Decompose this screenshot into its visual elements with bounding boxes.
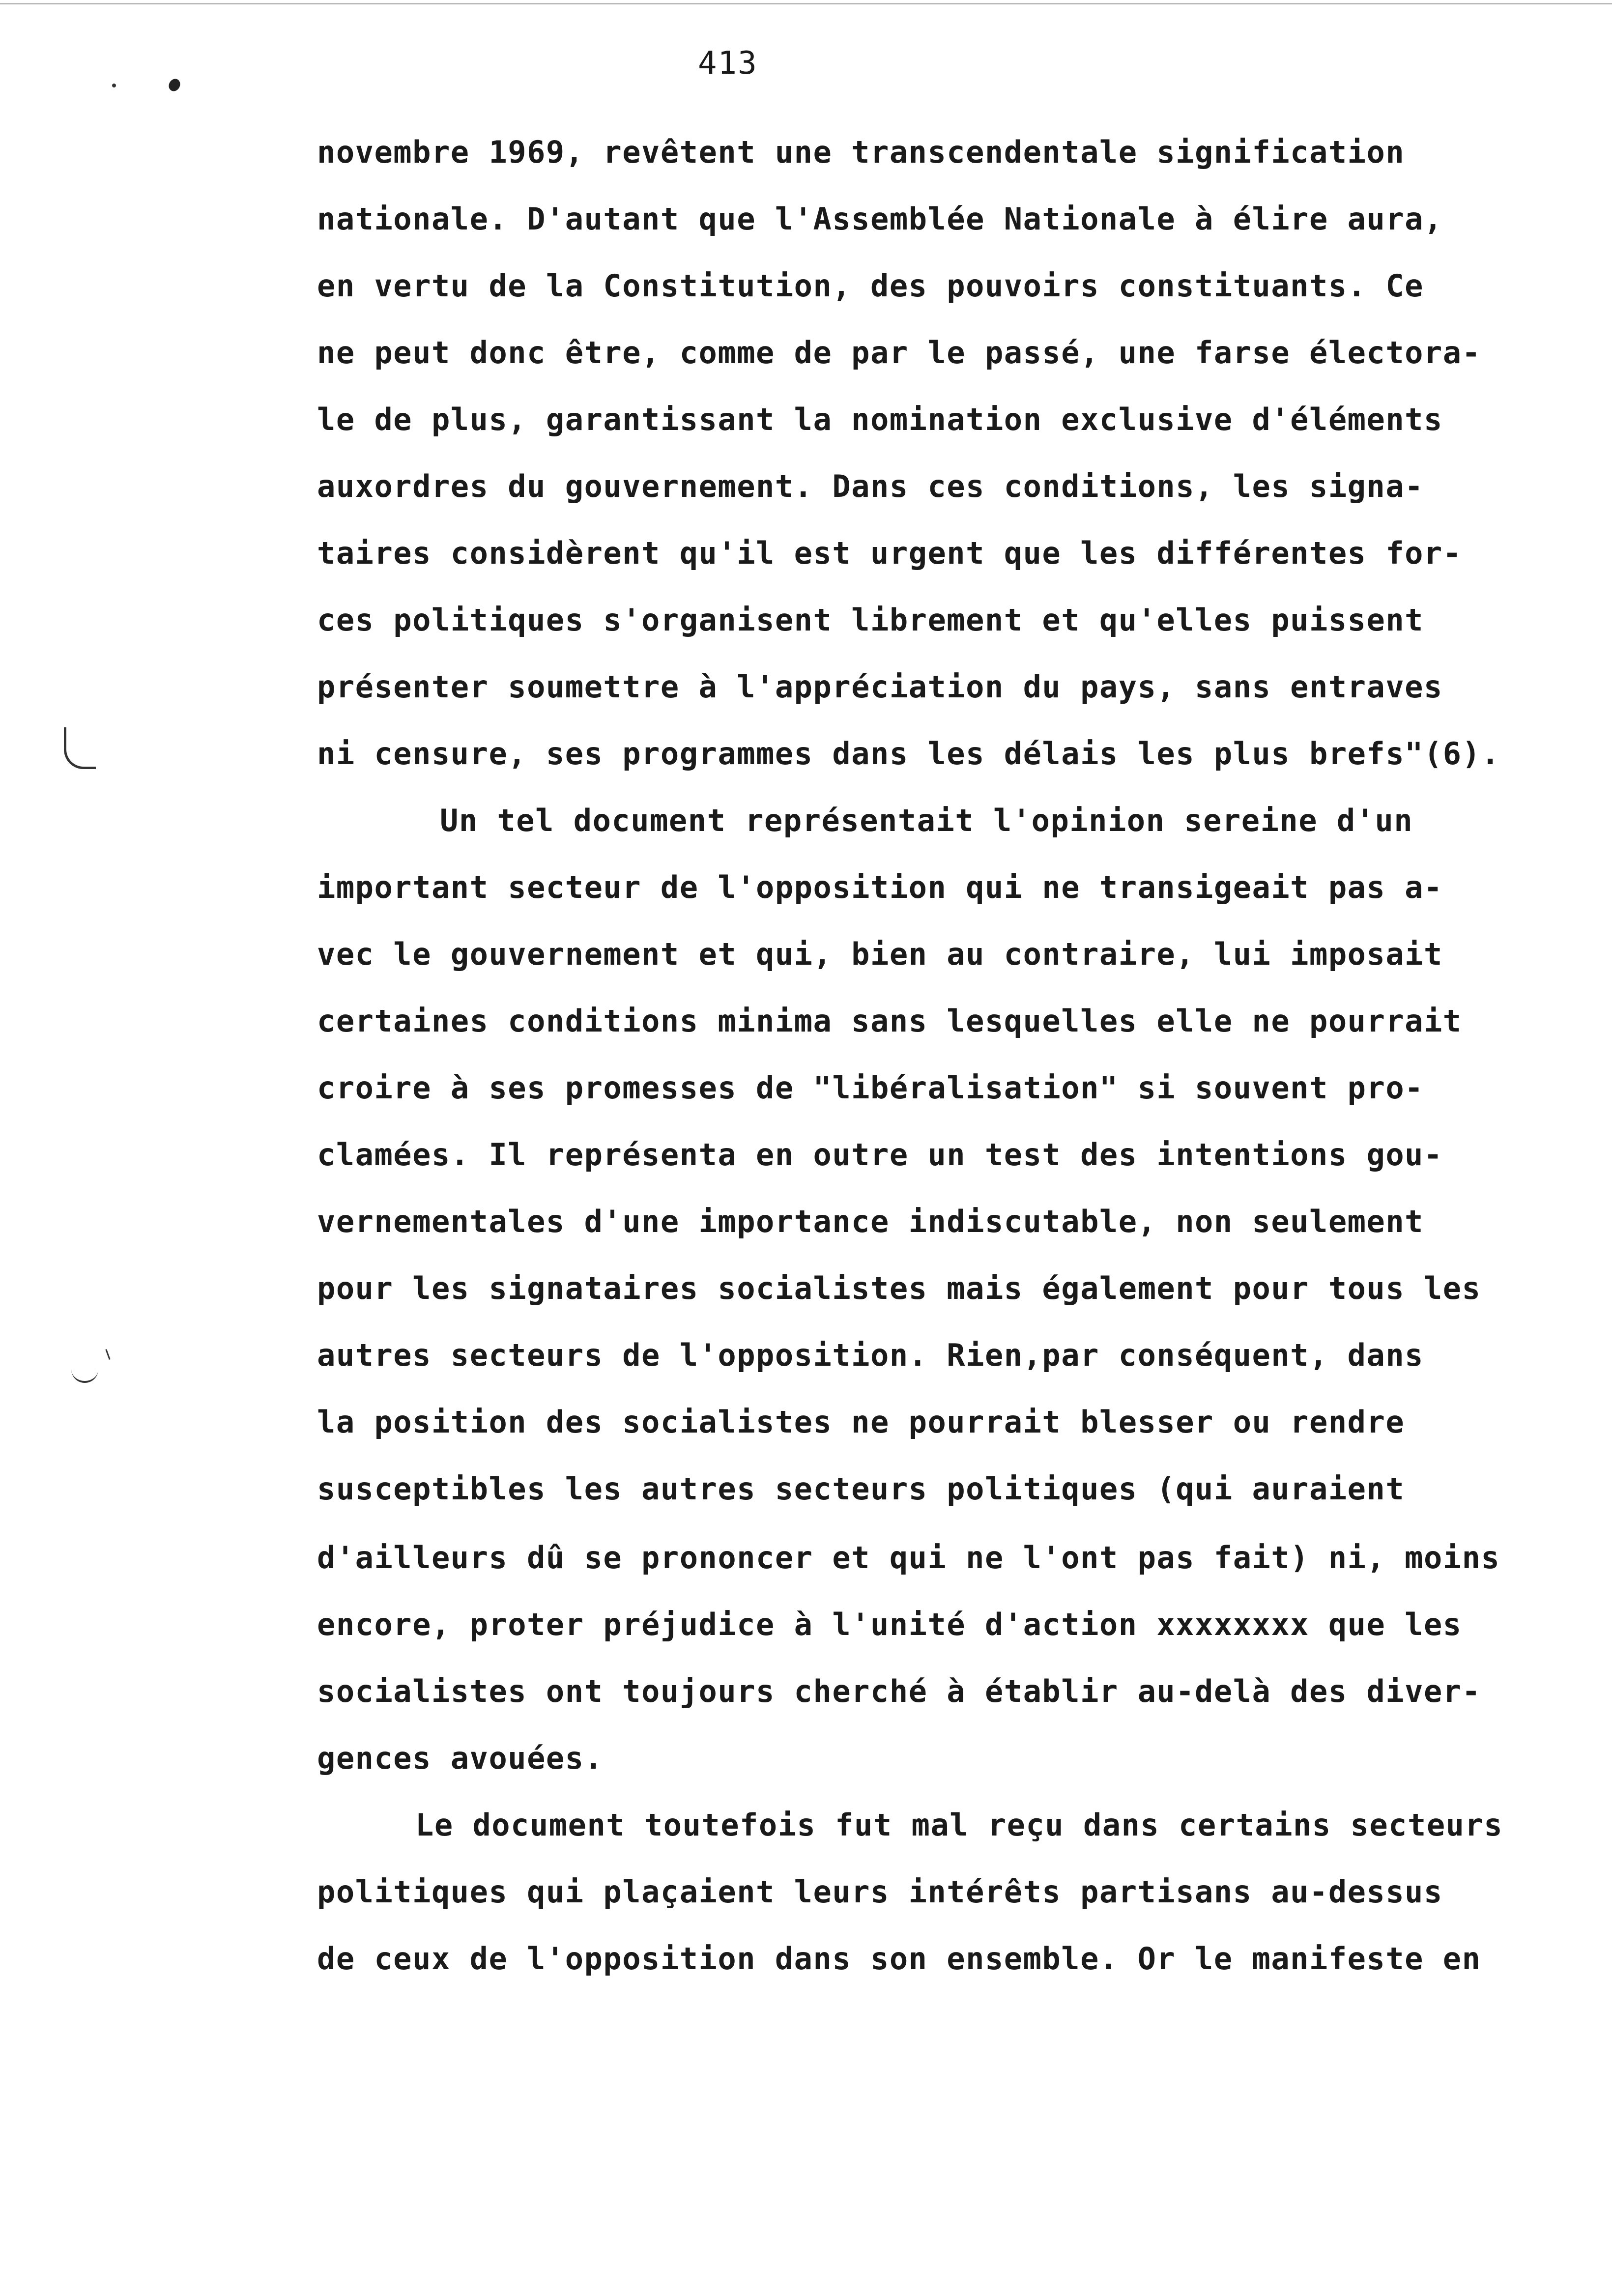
text-line: clamées. Il représenta en outre un test des intentions gou- [317, 1137, 1443, 1173]
text-line: socialistes ont toujours cherché à établir au-delà des diver- [317, 1673, 1481, 1709]
text-line: présenter soumettre à l'appréciation du pays, sans entraves [317, 669, 1443, 705]
text-line: taires considèrent qu'il est urgent que les différentes for- [317, 535, 1462, 571]
text-line: de ceux de l'opposition dans son ensemble. Or le manifeste en [317, 1941, 1481, 1977]
text-line: encore, proter préjudice à l'unité d'action xxxxxxxx que les [317, 1607, 1462, 1642]
text-line: gences avouées. [317, 1740, 604, 1776]
text-line: politiques qui plaçaient leurs intérêts partisans au-dessus [317, 1874, 1443, 1910]
margin-mark [64, 727, 96, 769]
text-line: ne peut donc être, comme de par le passé, une farse électora- [317, 335, 1481, 371]
top-scan-border [0, 3, 1612, 4]
text-line: la position des socialistes ne pourrait blesser ou rendre [317, 1404, 1405, 1440]
margin-mark [71, 1347, 98, 1383]
text-line: nationale. D'autant que l'Assemblée Nationale à élire aura, [317, 201, 1443, 237]
page-number: 413 [698, 45, 758, 82]
text-line: le de plus, garantissant la nomination exclusive d'éléments [317, 402, 1443, 437]
ink-blot [167, 77, 182, 93]
paragraph-start: Le document toutefois fut mal reçu dans certains secteurs [415, 1807, 1503, 1843]
text-line: vec le gouvernement et qui, bien au contraire, lui imposait [317, 936, 1443, 972]
scan-speck [112, 84, 116, 87]
text-line: certaines conditions minima sans lesquelles elle ne pourrait [317, 1003, 1462, 1039]
text-line: susceptibles les autres secteurs politiques (qui auraient [317, 1471, 1405, 1507]
text-line: ces politiques s'organisent librement et qu'elles puissent [317, 602, 1424, 638]
text-line: novembre 1969, revêtent une transcendentale signification [317, 134, 1405, 170]
text-line: vernementales d'une importance indiscutable, non seulement [317, 1204, 1424, 1239]
text-line: important secteur de l'opposition qui ne transigeait pas a- [317, 869, 1443, 905]
text-line: en vertu de la Constitution, des pouvoirs constituants. Ce [317, 268, 1424, 304]
text-line: autres secteurs de l'opposition. Rien,par conséquent, dans [317, 1337, 1424, 1373]
text-line: ni censure, ses programmes dans les délais les plus brefs"(6). [317, 736, 1500, 772]
paragraph-start: Un tel document représentait l'opinion sereine d'un [440, 803, 1413, 838]
text-line: croire à ses promesses de "libéralisation" si souvent pro- [317, 1070, 1424, 1106]
margin-tick [105, 1349, 110, 1360]
text-line: pour les signataires socialistes mais également pour tous les [317, 1270, 1481, 1306]
text-line: auxordres du gouvernement. Dans ces conditions, les signa- [317, 468, 1424, 504]
text-line: d'ailleurs dû se prononcer et qui ne l'ont pas fait) ni, moins [317, 1540, 1500, 1576]
